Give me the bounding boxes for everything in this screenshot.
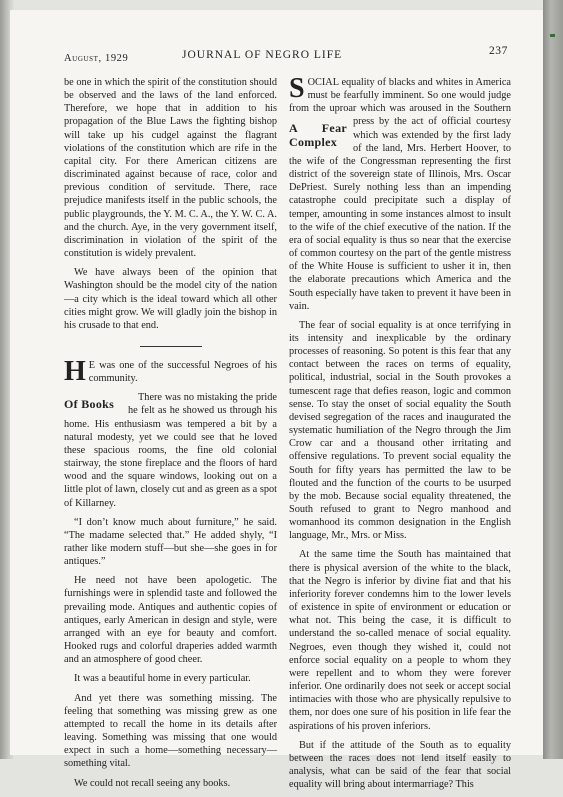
editorial-paragraph — [64, 391, 277, 509]
binding-mark — [550, 34, 555, 37]
editorial-paragraph: He need not have been apologetic. The furnishings were in splendid taste and followed the prevailing mode. Antiques and authentic copies of antiques, early American in design and style, were arranged with an eye for beauty and comfort. Hooked rugs and colorful draperies added warmth and an atmosphere of good cheer. — [64, 575, 277, 666]
section-heading-a-fear-complex: A Fear Complex — [289, 121, 347, 150]
editorial-paragraph: be one in which the spirit of the constitution should be observed and the laws of the land enforced. Therefore, we hope that in addition to his propagation of the Blue Laws the fighting bishop will take up his cudgel against the flagrant violations of the constitution which are rife in the capital city. For there American citizens are discriminated against because of race, color and previous condition of servitude. There, race prejudice manifests itself in the public schools, the public playgrounds, the Y. M. C. A., the Y. W. C. A. and the church. Aye, in the very government itself, discrimination in violation of the spirit of the constitution is widely prevalent. — [64, 77, 277, 260]
drop-cap: S — [289, 73, 305, 104]
paragraph-text: Southern press by the act of official courtesy which was extended by the first lady of the land, Mrs. Herbert Hoover, to the wife of the Congressman representing the first district of the sovereign state of Illinois, Mrs. Oscar DePriest. Surely nothing less than an impending catastrophe could precipitate such a display of temper, amounting in some instances almost to insult to the wife of the chief executive of the nation. If the era of social equality is thus so near that the exercise of common courtesy on the part of the gentle mistress of the White House is sufficient to usher it in, then the elaborate precautions which America and the South especially have taken to prevent it have been in vain. — [289, 103, 512, 312]
right-column — [289, 73, 512, 797]
editorial-paragraph: At the same time the South has maintained that there is physical aversion of the white to the black, that the Negro is inferior by divine fiat and that his inferiority forever condemns him to the lower levels of existence in spite of environment or education or what not. This being the case, it is difficult to understand the so-called menace of social equality. Negroes, even though they wished it, could not enforce social equality on a people to whom they were repellent and to whom they were forever inferior. One ordinarily does not seek or accept social intimacies with those who are physically repulsive to them, nor does one sure of his position in life fear the aspirations of his proven inferiors. — [289, 549, 511, 732]
editorial-paragraph — [289, 73, 512, 313]
journal-title: JOURNAL OF NEGRO LIFE — [182, 49, 343, 61]
paragraph-text: OCIAL equality of blacks and whites in America must be fearfully imminent. So one would judge from the uproar which was aroused in the — [289, 77, 511, 115]
paragraph-text: E was one of the successful Negroes of his community. — [88, 359, 277, 385]
running-head — [64, 45, 510, 65]
editorial-paragraph: “I don’t know much about furniture,” he said. “The madame selected that.” He added shyly, “I rather like modern stuff—but she—she goes in for antiques.” — [64, 516, 277, 568]
left-column — [64, 76, 277, 796]
page-number: 237 — [488, 45, 508, 57]
editorial-paragraph: But if the attitude of the South as to equality between the races does not lend itself easily to analysis, what can be said of the fear that social equality will bring about intermarriage? This — [289, 739, 511, 791]
drop-cap: H — [64, 355, 86, 387]
editorial-paragraph: We have always been of the opinion that Washington should be the model city of the nation—a city which is the ideal toward which all other cities might grow. We will gladly join the bishop in his crusade to that end. — [64, 267, 277, 331]
editorial-paragraph: And yet there was something missing. The feeling that something was missing grew as one attempted to recall the home in its details after leaving. Something was missing that one would expect in such a home—something necessary—something vital. — [64, 692, 277, 770]
editorial-paragraph: The fear of social equality is at once terrifying in its intensity and inexplicable by the ordinary processes of reasoning. So potent is this fear that any contact between the races on terms of equality, political, industrial, social in the South provokes a tumescent rage that defies reason, logic and common sense. To stay the onset of social equality the South devised segregation of the races and inaugurated the systematic humiliation of the Negro through the Jim Crow car and a thousand other irritating and offensive regulations. To prevent social equality the South for fifty years has permitted the law to be flouted and the function of the courts to be usurped by the mob. Because social equality threatened, the South refused to grant to Negro manhood and womanhood its common designation in the English language, Mr., Mrs. or Miss. — [289, 319, 511, 542]
section-divider — [140, 346, 202, 347]
editorial-paragraph: We could not recall seeing any books. — [74, 777, 231, 789]
paragraph-text: There was no mistaking the pride he felt as he showed us through his home. His enthusiasm was tempered a bit by a natural modesty, yet we could see that he loved these spacious rooms, the fine old colonial stairway, the stone fireplace and the floors of hard wood and the square windows, looking out on a little plot of lawn, closely cut and as green as a spot of Killarney. — [64, 392, 277, 509]
editorial-paragraph — [64, 355, 277, 387]
issue-date: August, 1929 — [64, 53, 129, 64]
section-heading-of-books: Of Books — [64, 397, 115, 412]
editorial-paragraph: It was a beautiful home in every particular. — [74, 673, 251, 685]
book-binding-edge — [543, 0, 563, 759]
